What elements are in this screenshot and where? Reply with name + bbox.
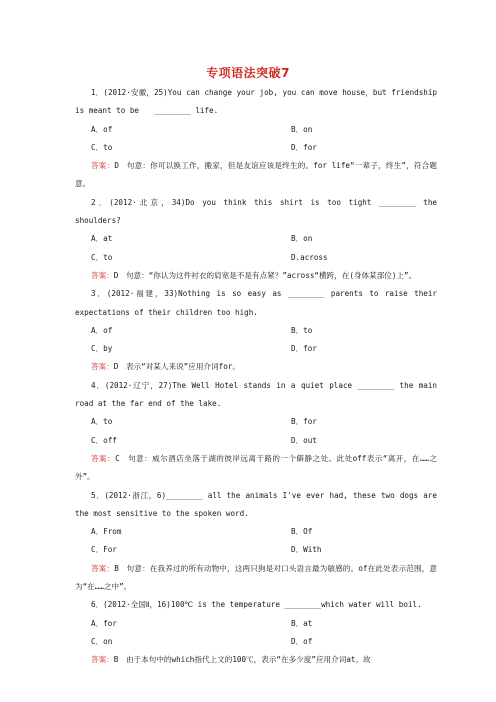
answer-label: 答案： xyxy=(91,563,115,573)
answer-text: B 由于本句中的which指代上文的100℃，表示“在多少度”应用介词at。故 xyxy=(113,655,371,665)
answer-option: B．on xyxy=(291,234,313,244)
answer-text: D 表示“对某人来说”应用介词for。 xyxy=(113,362,240,372)
answer-text: C 句意：威尔酒店坐落于湖的彼岸远离干路的一个僻静之处。此处off表示“离开，在……之外”。 xyxy=(75,453,438,482)
question-block xyxy=(75,84,437,194)
answer-label: 答案： xyxy=(91,453,116,463)
answer-option: D．With xyxy=(291,545,322,555)
options-grid xyxy=(75,322,437,359)
options-grid xyxy=(75,121,437,158)
page-title: 专项语法突破7 xyxy=(206,66,290,80)
answer-option: A．to xyxy=(91,417,113,427)
answer-explanation xyxy=(75,651,437,669)
answer-text: B 句意：在我养过的所有动物中，这两只狗是对口头语言最为敏感的。of在此处表示范围，意为“在……之中”。 xyxy=(75,563,438,592)
answer-option: A．for xyxy=(91,618,117,628)
answer-option: A．at xyxy=(91,234,113,244)
question-block xyxy=(75,487,437,597)
answer-option: C．to xyxy=(91,142,113,152)
question-block xyxy=(75,285,437,376)
answer-option: D．of xyxy=(291,636,313,646)
answer-label: 答案： xyxy=(91,161,115,171)
question-stem: 4．(2012·辽宁，27)The Well Hotel stands in a quiet place ________ the main road at the far end of the lake. xyxy=(75,380,437,409)
options-grid xyxy=(75,523,437,560)
answer-explanation xyxy=(75,358,437,376)
answer-text: D 句意：你可以换工作，搬家，但是友谊应该是终生的。for life“一辈子，终生”，符合题意。 xyxy=(75,161,437,189)
question-stem: 3．(2012·福建，33)Nothing is so easy as ________ parents to raise their expectations of their children too high. xyxy=(75,289,437,317)
answer-label: 答案： xyxy=(91,655,114,665)
answer-option: D.across xyxy=(291,252,328,262)
options-grid xyxy=(75,230,437,267)
question-stem: 5．(2012·浙江，6)________ all the animals I've ever had, these two dogs are the most sensitive to the spoken word. xyxy=(75,490,437,518)
answer-label: 答案： xyxy=(91,362,114,372)
question-stem: 6．(2012·全国Ⅱ，16)100℃ is the temperature ________which water will boil. xyxy=(91,600,422,610)
answer-option: D．for xyxy=(291,142,317,152)
question-block xyxy=(75,596,437,669)
answer-explanation xyxy=(75,267,437,285)
answer-option: D．for xyxy=(291,344,317,354)
answer-option: B．Of xyxy=(291,527,313,537)
answer-option: C．on xyxy=(91,636,113,646)
answer-option: C．For xyxy=(91,545,117,555)
options-grid xyxy=(75,413,437,450)
answer-text: D 句意：“你认为这件衬衣的肩宽是不是有点紧？”across“横跨，在(身体某部位)上”。 xyxy=(113,270,417,280)
answer-option: B．to xyxy=(291,325,313,335)
question-block xyxy=(75,194,437,285)
answer-option: A．of xyxy=(91,325,113,335)
answer-explanation xyxy=(75,450,437,487)
options-grid xyxy=(75,615,437,652)
question-stem: 1．(2012·安徽，25)You can change your job, you can move house，but friendship is meant to be ________ life. xyxy=(75,88,437,116)
question-stem: 2．(2012·北京，34)Do you think this shirt is too tight ________ the shoulders? xyxy=(75,197,437,226)
answer-option: C．to xyxy=(91,252,113,262)
answer-option: B．for xyxy=(291,417,317,427)
question-block xyxy=(75,377,437,487)
answer-option: C．by xyxy=(91,344,113,354)
answer-option: B．on xyxy=(291,124,313,134)
answer-option: C．off xyxy=(91,435,117,445)
answer-option: B．at xyxy=(291,618,313,628)
answer-option: A．From xyxy=(91,527,122,537)
question-list xyxy=(75,84,437,670)
answer-label: 答案： xyxy=(91,270,114,280)
answer-explanation xyxy=(75,560,437,597)
answer-option: D．out xyxy=(291,435,317,445)
answer-option: A．of xyxy=(91,124,113,134)
answer-explanation xyxy=(75,157,437,194)
